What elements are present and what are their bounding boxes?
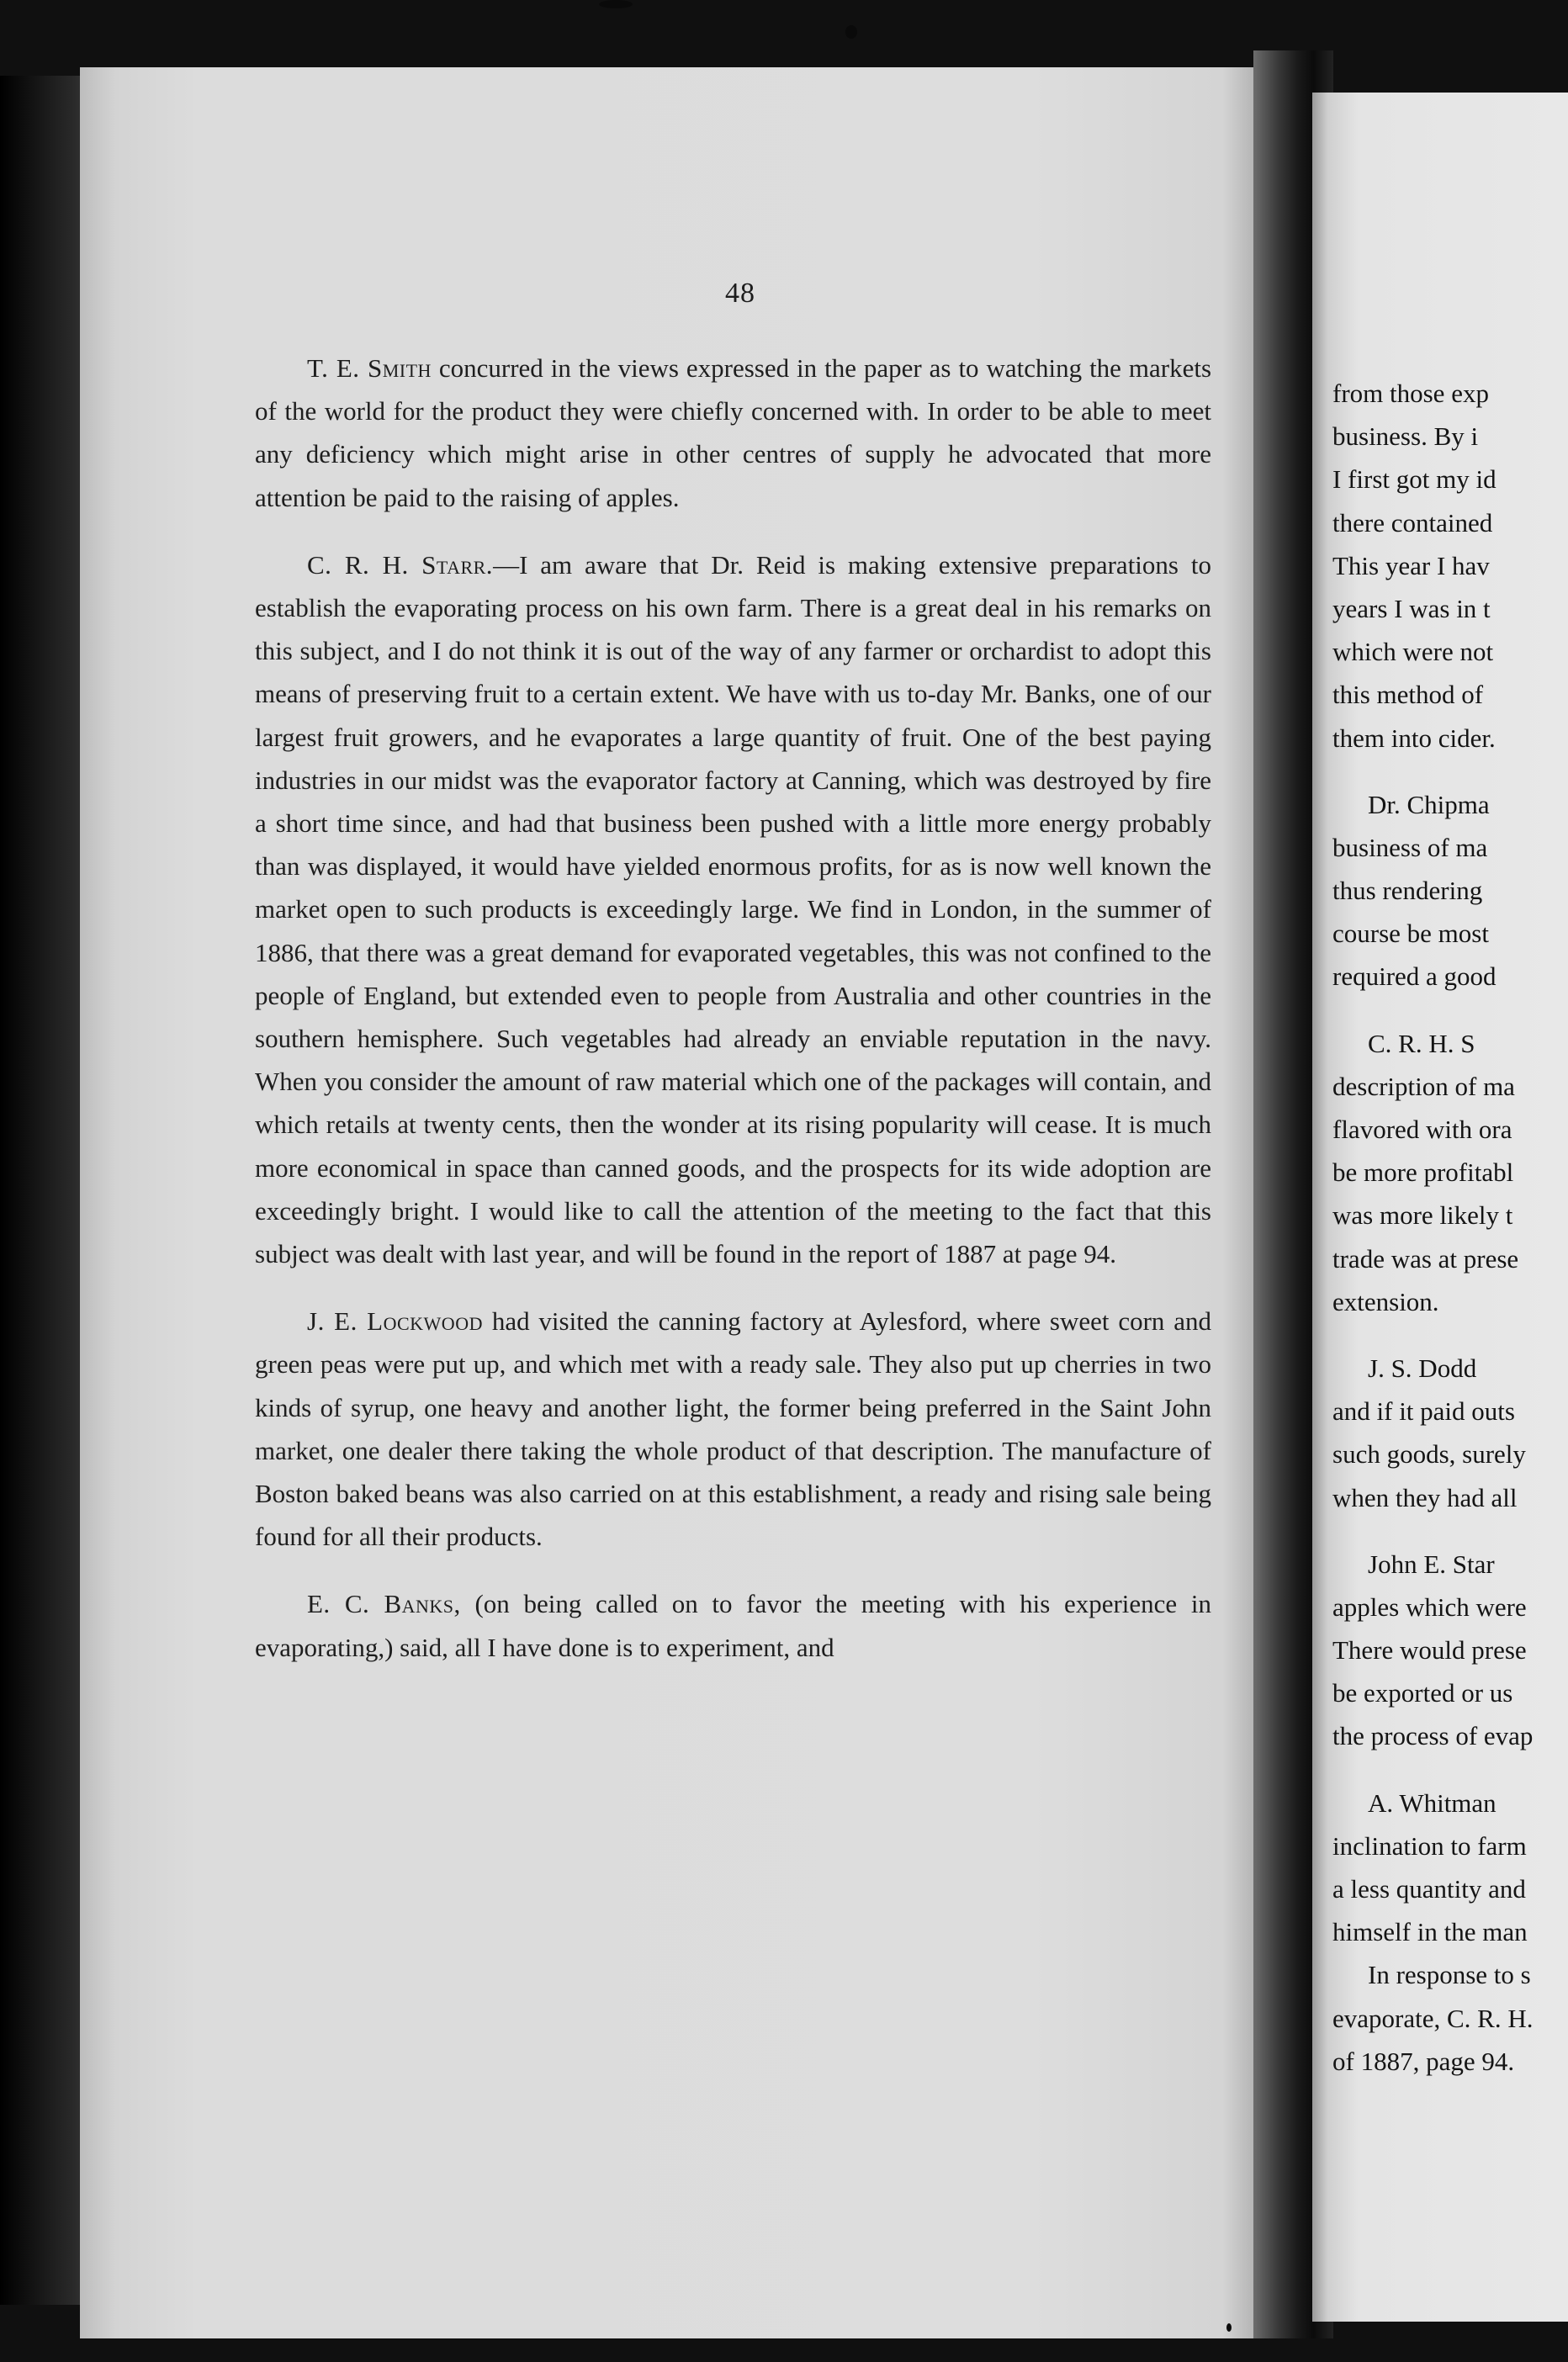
paragraph-banks xyxy=(255,1582,1211,1668)
right-page-line: inclination to farm xyxy=(1332,1830,1527,1861)
right-page-line: apples which were xyxy=(1332,1591,1527,1622)
right-page-line: A. Whitman xyxy=(1368,1787,1496,1818)
right-page-line: I first got my id xyxy=(1332,464,1496,495)
speaker-name: C. R. H. Starr. xyxy=(307,549,494,580)
page-number: 48 xyxy=(725,278,755,309)
paragraph-gap xyxy=(1332,1519,1568,1543)
paragraph-text: (on being called on to favor the meeting with his experience in evaporating,) said, all I have done is to experiment, and xyxy=(255,1589,1211,1662)
scan-speck xyxy=(599,0,633,8)
right-page-line: In response to s xyxy=(1368,1960,1531,1990)
right-page-line: such goods, surely xyxy=(1332,1439,1526,1470)
right-page-line: flavored with ora xyxy=(1332,1115,1512,1144)
right-page-line: this method of xyxy=(1332,680,1484,710)
paragraph-lockwood xyxy=(255,1300,1211,1558)
right-page-line: trade was at prese xyxy=(1332,1243,1519,1274)
right-page-line: business of ma xyxy=(1332,832,1488,862)
right-page-line: was more likely t xyxy=(1332,1200,1513,1231)
paragraph-text: concurred in the views expressed in the paper as to watching the markets of the world for the product they were chiefly concerned with. In order to be able to meet any deficiency which might arise in other centres of supply he advocated that more attention be paid to the raising of apples. xyxy=(255,353,1212,512)
right-page-line: J. S. Dodd xyxy=(1368,1353,1477,1383)
paragraph-gap xyxy=(1332,998,1568,1022)
right-page-line: Dr. Chipma xyxy=(1368,789,1490,819)
main-text-column xyxy=(255,347,1211,1693)
right-page-line: John E. Star xyxy=(1368,1549,1495,1579)
right-page-line: extension. xyxy=(1332,1286,1439,1316)
right-page-line: which were not xyxy=(1332,637,1494,667)
right-page-line: be more profitabl xyxy=(1332,1157,1514,1188)
paragraph-smith xyxy=(255,347,1211,519)
right-page-text xyxy=(1332,372,1568,2083)
right-page-line: of 1887, page 94. xyxy=(1332,2046,1515,2076)
speaker-name: J. E. Lockwood xyxy=(307,1306,483,1337)
right-page-line: from those exp xyxy=(1332,379,1489,408)
paragraph-gap xyxy=(1332,1758,1568,1782)
right-page-line: there contained xyxy=(1332,507,1493,538)
speaker-name: E. C. Banks, xyxy=(307,1589,461,1619)
right-page-line: description of ma xyxy=(1332,1071,1515,1101)
right-page-line: himself in the man xyxy=(1332,1917,1528,1947)
right-page-line: a less quantity and xyxy=(1332,1874,1526,1904)
right-page-line: years I was in t xyxy=(1332,593,1491,623)
right-page-line: thus rendering xyxy=(1332,876,1483,906)
right-page xyxy=(1312,93,1568,2322)
paragraph-gap xyxy=(1332,1323,1568,1347)
book-spine-shadow xyxy=(0,76,93,2305)
paragraph-text: —I am aware that Dr. Reid is making extensive preparations to establish the evaporating process on his own farm. There is a great deal in his remarks on this subject, and I do not think it is out of the way of any farmer or orchardist to adopt this means of preserving fruit to a certain extent. We have with us to-day Mr. Banks, one of our largest fruit growers, and he evaporates a large quantity of fruit. One of the best paying industries in our midst was the evaporator factory at Canning, which was destroyed by fire a short time since, and had that business been pushed with a little more energy probably than was displayed, it would have yielded enormous profits, for as is now well known the market open to such products is exceedingly large. We find in London, in the summer of 1886, that there was a great demand for evaporated vegetables, this was not confined to the people of England, but extended even to people from Australia and other countries in the southern hemisphere. Such vegetables had already an enviable reputation in the navy. When you consider the amount of raw material which one of the packages will contain, and which retails at twenty cents, then the wonder at its rising popularity will cease. It is much more economical in space than canned goods, and the prospects for its wide adoption are exceedingly bright. I would like to call the attention of the meeting to the fact that this subject was dealt with last year, and will be found in the report of 1887 at page 94. xyxy=(255,549,1211,1269)
right-page-line: C. R. H. S xyxy=(1368,1028,1475,1058)
paragraph-gap xyxy=(1332,760,1568,783)
speaker-name: T. E. Smith xyxy=(307,353,432,383)
right-page-line: when they had all xyxy=(1332,1482,1518,1512)
right-page-line: course be most xyxy=(1332,919,1489,949)
right-page-line: required a good xyxy=(1332,961,1496,992)
right-page-line: them into cider. xyxy=(1332,723,1496,753)
scan-speck xyxy=(845,25,857,39)
right-page-line: There would prese xyxy=(1332,1635,1527,1666)
paragraph-starr xyxy=(255,543,1211,1275)
right-page-line: and if it paid outs xyxy=(1332,1396,1515,1427)
right-page-line: the process of evap xyxy=(1332,1721,1534,1751)
right-page-line: This year I hav xyxy=(1332,550,1490,580)
right-page-line: be exported or us xyxy=(1332,1678,1513,1708)
scan-speck xyxy=(1226,2323,1232,2332)
right-page-line: business. By i xyxy=(1332,421,1479,452)
paragraph-text: had visited the canning factory at Aylesford, where sweet corn and green peas were put up, and which met with a ready sale. They also put up cherries in two kinds of syrup, one heavy and another light, the former being preferred in the Saint John market, one dealer there taking the whole product of that description. The manufacture of Boston baked beans was also carried on at this establishment, a ready and rising sale being found for all their products. xyxy=(255,1306,1211,1552)
right-page-line: evaporate, C. R. H. xyxy=(1332,2003,1534,2033)
